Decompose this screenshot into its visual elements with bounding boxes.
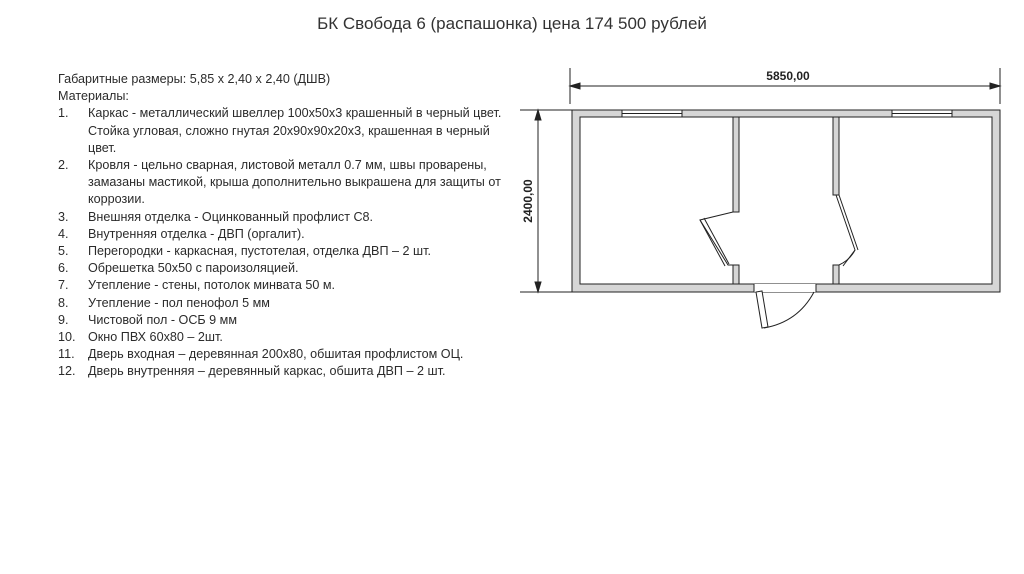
item-text: Утепление - стены, потолок минвата 50 м. bbox=[88, 278, 336, 293]
window-right bbox=[892, 110, 952, 117]
item-number: 7. bbox=[58, 278, 69, 293]
item-number: 10. bbox=[58, 330, 76, 345]
spec-block bbox=[58, 71, 508, 381]
item-number: 5. bbox=[58, 244, 69, 259]
item-number: 9. bbox=[58, 312, 69, 327]
item-number: 12. bbox=[58, 364, 76, 379]
item-text: Обрешетка 50х50 с пароизоляцией. bbox=[88, 261, 299, 276]
item-number: 4. bbox=[58, 226, 69, 241]
list-item bbox=[58, 295, 508, 312]
dimensions-line: Габаритные размеры: 5,85 х 2,40 х 2,40 (ДШВ) bbox=[58, 72, 331, 86]
partition-left-lower bbox=[733, 265, 739, 284]
item-text: Дверь внутренняя – деревянный каркас, обшита ДВП – 2 шт. bbox=[88, 364, 446, 379]
item-text: Каркас - металлический швеллер 100х50х3 крашенный в черный цвет. Стойка угловая, сложно гнутая 20х90х90х20х3, крашенная в черный цвет. bbox=[88, 106, 502, 155]
item-number: 3. bbox=[58, 209, 69, 224]
item-text: Внешняя отделка - Оцинкованный профлист С8. bbox=[88, 209, 374, 224]
length-label: 5850,00 bbox=[766, 69, 810, 83]
list-item bbox=[58, 260, 508, 277]
list-item bbox=[58, 363, 508, 380]
list-item bbox=[58, 277, 508, 294]
list-item bbox=[58, 329, 508, 346]
materials-heading: Материалы: bbox=[58, 89, 129, 104]
list-item bbox=[58, 157, 508, 209]
list-item bbox=[58, 105, 508, 157]
partition-right bbox=[833, 117, 839, 195]
item-number: 6. bbox=[58, 261, 69, 276]
entrance-door bbox=[754, 284, 816, 328]
item-text: Утепление - пол пенофол 5 мм bbox=[88, 295, 270, 310]
item-number: 2. bbox=[58, 158, 69, 173]
width-label: 2400,00 bbox=[521, 179, 535, 223]
interior-door-left bbox=[700, 212, 733, 266]
materials-list bbox=[58, 105, 508, 380]
item-text: Внутренняя отделка - ДВП (оргалит). bbox=[88, 226, 305, 241]
window-left bbox=[622, 110, 682, 117]
list-item bbox=[58, 312, 508, 329]
partition-left bbox=[733, 117, 739, 212]
item-text: Перегородки - каркасная, пустотелая, отделка ДВП – 2 шт. bbox=[88, 244, 431, 259]
interior-door-right bbox=[836, 195, 858, 266]
item-number: 11. bbox=[58, 347, 75, 362]
floor-plan-drawing bbox=[510, 60, 1010, 340]
item-text: Кровля - цельно сварная, листовой металл 0.7 мм, швы проварены, замазаны мастикой, крыша дополнительно выкрашена для защиты от коррозии. bbox=[88, 158, 501, 207]
item-text: Дверь входная – деревянная 200х80, обшитая профлистом ОЦ. bbox=[88, 347, 464, 362]
outer-walls bbox=[572, 110, 1000, 292]
item-text: Окно ПВХ 60х80 – 2шт. bbox=[88, 330, 223, 345]
item-number: 8. bbox=[58, 295, 69, 310]
item-text: Чистовой пол - ОСБ 9 мм bbox=[88, 312, 238, 327]
list-item bbox=[58, 226, 508, 243]
item-number: 1. bbox=[58, 106, 69, 121]
list-item bbox=[58, 209, 508, 226]
partition-right-lower bbox=[833, 265, 839, 284]
list-item bbox=[58, 346, 508, 363]
slide-title: БК Свобода 6 (распашонка) цена 174 500 рублей bbox=[317, 14, 707, 33]
list-item bbox=[58, 243, 508, 260]
